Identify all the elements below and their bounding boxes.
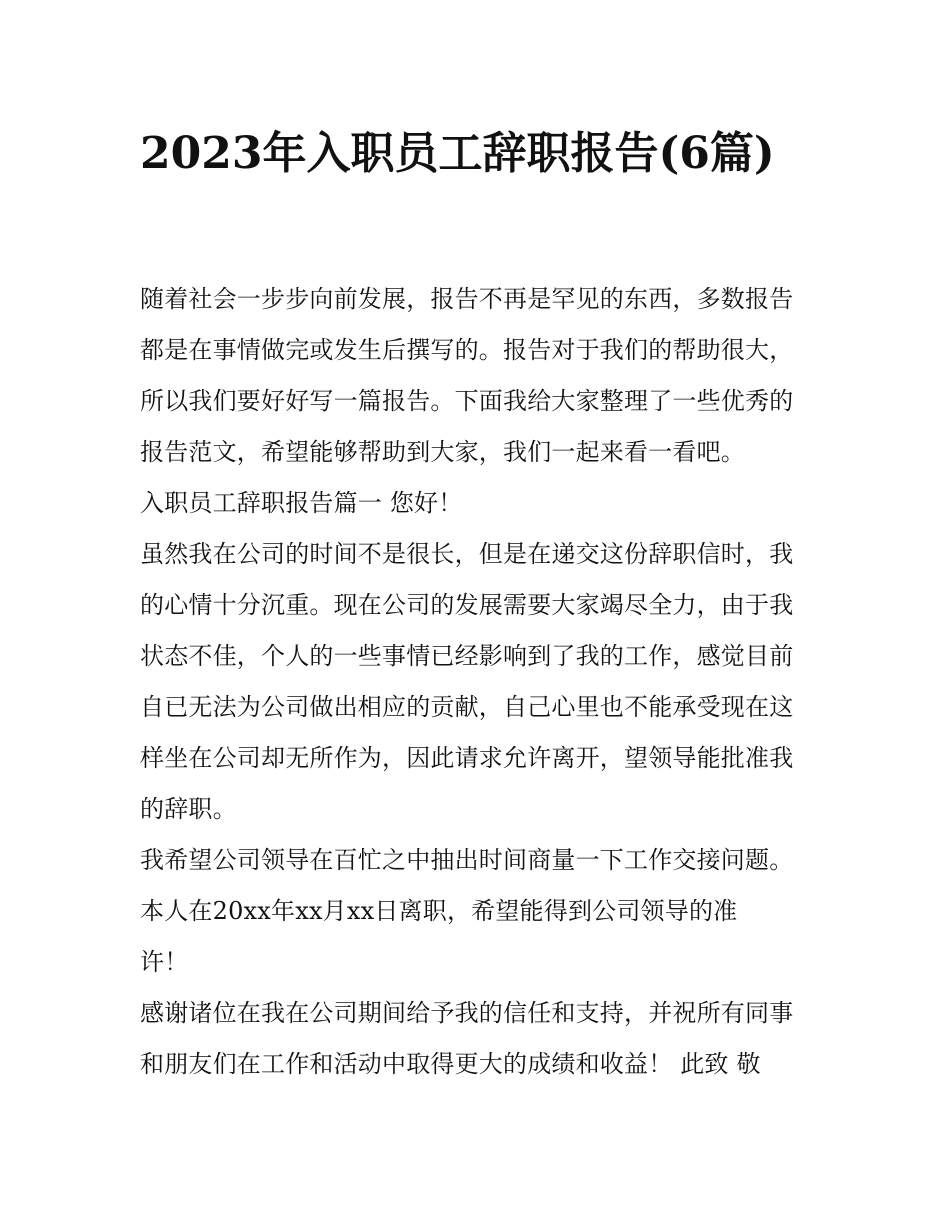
handover-request-paragraph: 我希望公司领导在百忙之中抽出时间商量一下工作交接问题。 <box>140 846 794 874</box>
document-title: 2023年入职员工辞职报告(6篇) <box>140 128 775 179</box>
section-heading-paragraph: 入职员工辞职报告篇一 您好！ <box>140 489 463 517</box>
departure-date-paragraph: 本人在20xx年xx月xx日离职，希望能得到公司领导的准许！ <box>140 897 738 976</box>
resignation-reason-paragraph: 虽然我在公司的时间不是很长，但是在递交这份辞职信时，我的心情十分沉重。现在公司的发展需要大家竭尽全力，由于我状态不佳，个人的一些事情已经影响到了我的工作，感觉目前自已无法为公司做出相应的贡献，自己心里也不能承受现在这样坐在公司却无所作为，因此请求允许离开，望领导能批准我的辞职。 <box>140 540 794 823</box>
intro-paragraph: 随着社会一步步向前发展，报告不再是罕见的东西，多数报告都是在事情做完或发生后撰写的。报告对于我们的帮助很大，所以我们要好好写一篇报告。下面我给大家整理了一些优秀的报告范文，希望能够帮助到大家，我们一起来看一看吧。 <box>140 285 794 466</box>
document-body <box>140 274 815 1090</box>
thanks-paragraph: 感谢诸位在我在公司期间给予我的信任和支持，并祝所有同事和朋友们在工作和活动中取得更大的成绩和收益！ 此致 敬 <box>140 999 794 1078</box>
